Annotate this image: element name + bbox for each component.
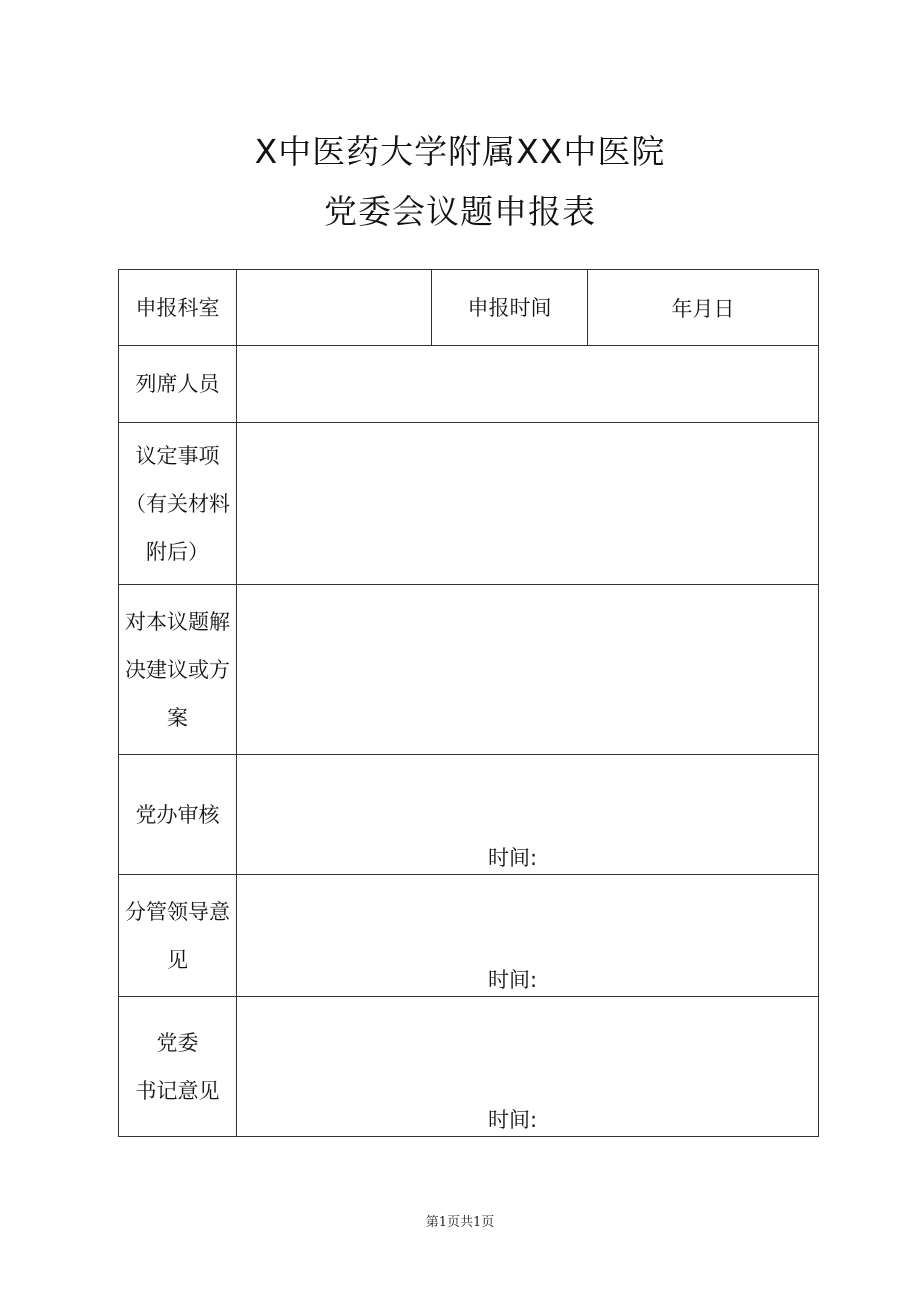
form-row-proposal (119, 585, 819, 755)
attendees-label: 列席人员 (135, 372, 220, 396)
apply-date-value: 年月日 (671, 296, 735, 321)
form-row-secretary-opinion (119, 997, 819, 1137)
attendees-value-field[interactable] (237, 346, 819, 423)
leader-opinion-label-line-2: 见 (167, 947, 188, 972)
form-row-matters (119, 423, 819, 585)
secretary-opinion-label-line-2: 书记意见 (135, 1078, 220, 1103)
office-review-time-label: 时间: (488, 846, 538, 870)
leader-opinion-label-cell (119, 875, 237, 997)
matters-label-line-2: （有关材料 (125, 491, 230, 516)
secretary-opinion-time-label: 时间: (488, 1108, 538, 1132)
secretary-opinion-label-cell (119, 997, 237, 1137)
apply-time-label-cell (432, 270, 588, 346)
leader-opinion-field[interactable] (237, 875, 819, 997)
proposal-value-field[interactable] (237, 585, 819, 755)
document-title-line-2: 党委会议题申报表 (324, 192, 596, 231)
proposal-label-cell (119, 585, 237, 755)
leader-opinion-label-line-1: 分管领导意 (125, 899, 230, 924)
secretary-opinion-field[interactable] (237, 997, 819, 1137)
apply-date-field[interactable] (588, 270, 819, 346)
department-label: 申报科室 (135, 295, 220, 320)
office-review-field[interactable] (237, 755, 819, 875)
leader-opinion-time-label: 时间: (488, 968, 538, 992)
proposal-label-line-1: 对本议题解 (125, 609, 230, 634)
matters-value-field[interactable] (237, 423, 819, 585)
matters-label-line-1: 议定事项 (135, 443, 220, 468)
matters-label-cell (119, 423, 237, 585)
apply-time-label: 申报时间 (467, 295, 552, 320)
form-row-leader-opinion (119, 875, 819, 997)
form-row-department (119, 270, 819, 346)
matters-label-line-3: 附后） (146, 539, 209, 564)
form-row-attendees (119, 346, 819, 423)
proposal-label-line-2: 决建议或方 (125, 657, 230, 682)
proposal-label-line-3: 案 (167, 705, 188, 730)
attendees-label-cell (119, 346, 237, 423)
page-number-footer: 第1页共1页 (425, 1215, 495, 1230)
secretary-opinion-label-line-1: 党委 (156, 1030, 199, 1055)
department-value-field[interactable] (237, 270, 432, 346)
form-row-office-review (119, 755, 819, 875)
application-form-table (118, 269, 819, 1137)
department-label-cell (119, 270, 237, 346)
office-review-label-cell (119, 755, 237, 875)
office-review-label: 党办审核 (135, 802, 220, 827)
document-title-line-1: X中医药大学附属XX中医院 (254, 132, 666, 171)
